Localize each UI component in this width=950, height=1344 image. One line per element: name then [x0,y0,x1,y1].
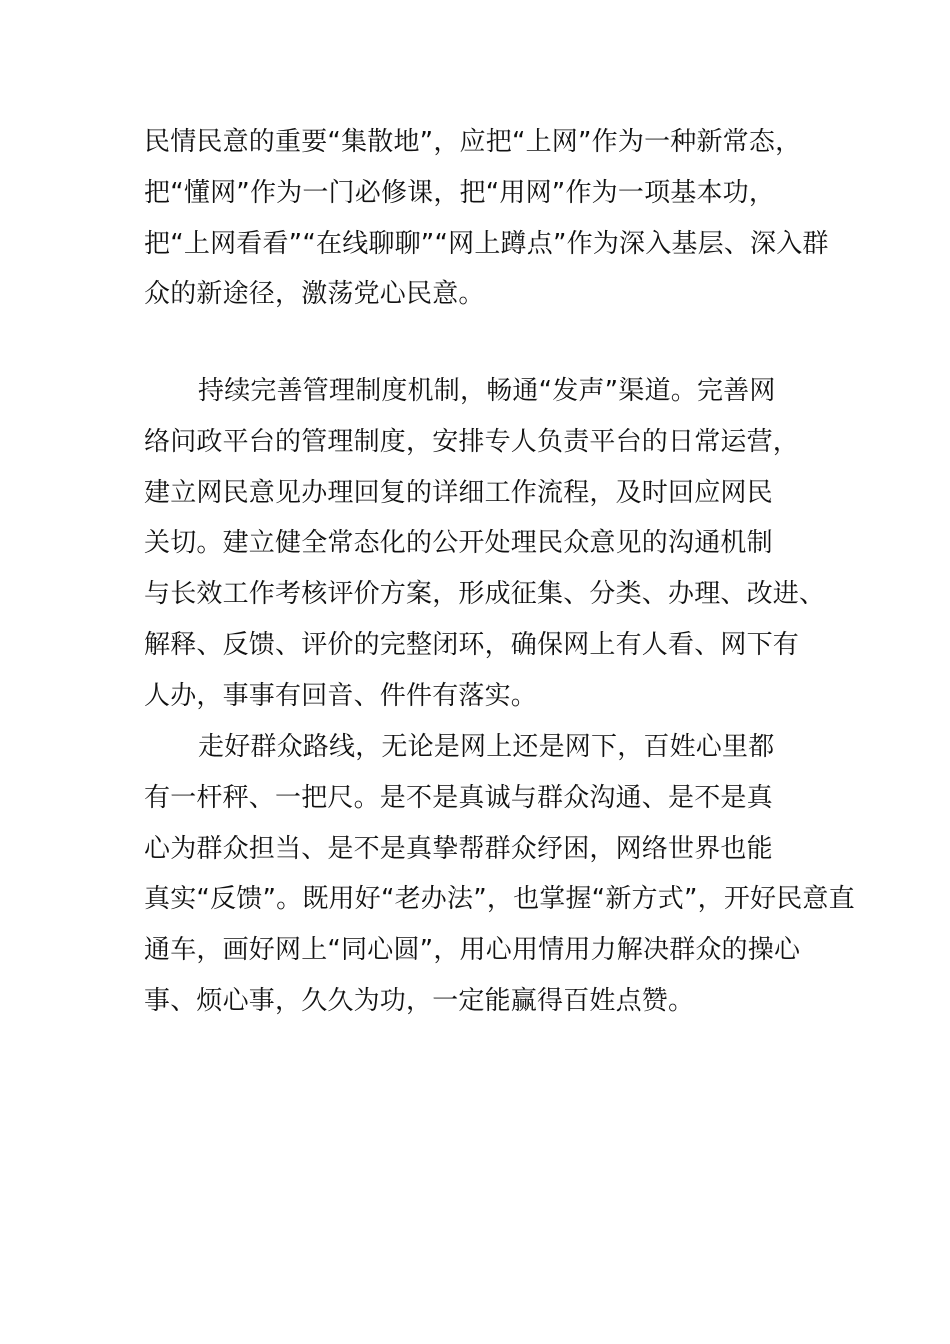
text-line: 络问政平台的管理制度，安排专人负责平台的日常运营， [144,426,800,457]
text-line: 把“懂网”作为一门必修课，把“用网”作为一项基本功， [144,177,776,208]
text-line: 走好群众路线，无论是网上还是网下，百姓心里都 [198,732,775,762]
text-line: 有一杆秤、一把尺。是不是真诚与群众沟通、是不是真 [144,782,773,813]
paragraph-3 [144,722,855,1027]
text-line: 事、烦心事，久久为功，一定能赢得百姓点赞。 [144,985,695,1016]
text-line: 关切。建立健全常态化的公开处理民众意见的沟通机制 [144,528,773,559]
text-line: 建立网民意见办理回复的详细工作流程，及时回应网民 [144,477,773,508]
text-line: 众的新途径，激荡党心民意。 [144,279,485,310]
text-line: 心为群众担当、是不是真挚帮群众纾困，网络世界也能 [144,833,773,864]
paragraph-1 [144,117,844,320]
text-line: 与长效工作考核评价方案，形成征集、分类、办理、改进、 [144,579,826,610]
text-line: 解释、反馈、评价的完整闭环，确保网上有人看、网下有 [144,629,800,660]
text-line: 民情民意的重要“集散地”，应把“上网”作为一种新常态， [144,127,802,157]
text-line: 真实“反馈”。既用好“老办法”，也掌握“新方式”，开好民意直 [144,884,855,915]
text-line: 把“上网看看”“在线聊聊”“网上蹲点”作为深入基层、深入群 [144,228,829,259]
text-line: 通车，画好网上“同心圆”，用心用情用力解决群众的操心 [144,935,801,966]
paragraph-2 [144,366,844,722]
text-line: 人办，事事有回音、件件有落实。 [144,680,538,711]
text-line: 持续完善管理制度机制，畅通“发声”渠道。完善网 [198,376,776,406]
